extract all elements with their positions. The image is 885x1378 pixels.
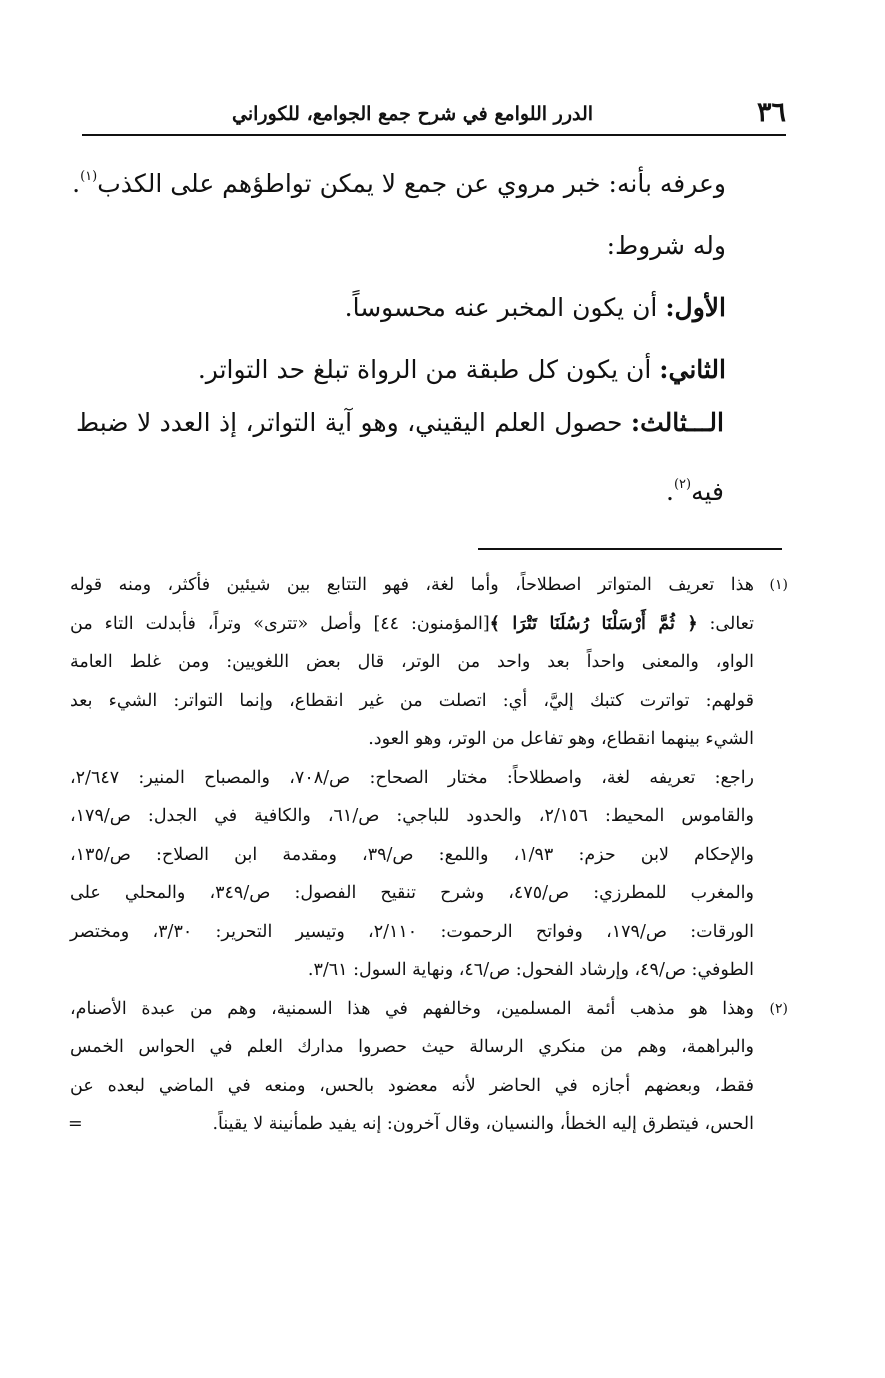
footnote-2-text: وهذا هو مذهب أئمة المسلمين، وخالفهم في هذا السمنية، وهم من عبدة الأصنام، (70, 998, 754, 1019)
footnote-1-line: قولهم: تواترت كتبك إليَّ، أي: اتصلت من غير انقطاع، وإنما التواتر: الشيء بعد (70, 690, 754, 711)
footnote-1-line: الواو، والمعنى واحداً بعد واحد من الوتر، قال بعض اللغويين: ومن غلط العامة (70, 652, 754, 672)
condition-second-label: الثاني: (659, 355, 726, 384)
condition-third-cont-text: فيه (691, 477, 724, 506)
footnote-1-line: الشيء بينهما انقطاع، وهو تفاعل من الوتر، وهو العود. (368, 729, 754, 749)
page-number: ٣٦ (756, 97, 786, 128)
condition-third (76, 392, 724, 523)
condition-third-continuation (76, 454, 724, 523)
footnote-1-ref-line: الورقات: ص/١٧٩، وفواتح الرحموت: ٢/١١٠، وتيسير التحرير: ٣/٣٠، ومختصر (70, 921, 755, 942)
page-header (82, 94, 786, 136)
condition-third-text: حصول العلم اليقيني، وهو آية التواتر، إذ العدد لا ضبط (76, 408, 631, 437)
footnote-1-ref-line: الطوفي: ص/٤٩، وإرشاد الفحول: ص/٤٦، ونهاية السول: ٣/٦١. (307, 960, 754, 980)
condition-first-label: الأول: (665, 293, 726, 322)
condition-third-end: . (666, 477, 674, 506)
footnote-1-ref-line: والقاموس المحيط: ٢/١٥٦، والحدود للباجي: ص/٦١، والكافية في الجدل: ص/١٧٩، (70, 806, 754, 826)
footnote-2-text-last: الحس، فيتطرق إليه الخطأ، والنسيان، وقال آخرون: إنه يفيد طمأنينة لا يقيناً. (212, 1114, 754, 1134)
running-title: الدرر اللوامع في شرح جمع الجوامع، للكوراني (232, 103, 594, 125)
footnote-2-line (70, 1105, 788, 1144)
continuation-mark: = (68, 1114, 83, 1134)
footnote-1-quran-suffix: [المؤمنون: ٤٤] وأصل «تترى» وتراً، فأبدلت التاء من (70, 613, 490, 634)
condition-third-line (76, 392, 724, 454)
footnote-1-line (70, 566, 788, 605)
footnote-separator (478, 548, 782, 550)
footnote-1-text: هذا تعريف المتواتر اصطلاحاً، وأما لغة، فهو التتابع بين شيئين فأكثر، ومنه قوله (70, 575, 754, 595)
footnote-1-ref-line: راجع: تعريفه لغة، واصطلاحاً: مختار الصحاح: ص/٧٠٨، والمصباح المنير: ٢/٦٤٧، (70, 767, 755, 788)
condition-second-text: أن يكون كل طبقة من الرواة تبلغ حد التواتر. (197, 355, 660, 384)
footnote-1-marker: (١) (769, 577, 788, 593)
footnotes (70, 566, 788, 1144)
footnote-2-marker: (٢) (769, 1000, 788, 1017)
definition-text: وعرفه بأنه: خبر مروي عن جمع لا يمكن تواطؤهم على الكذب (97, 169, 726, 198)
footnote-1-ref-line: والإحكام لابن حزم: ١/٩٣، واللمع: ص/٣٩، ومقدمة ابن الصلاح: ص/١٣٥، (70, 844, 754, 865)
footnote-1-line (70, 605, 788, 644)
footnote-ref-1: (١) (80, 169, 98, 184)
quran-verse: ﴿ ثُمَّ أَرْسَلْنَا رُسُلَنَا تَتْرَا ﴾ (489, 613, 698, 634)
footnote-2-line: فقط، وبعضهم أجازه في الحاضر لأنه معضود بالحس، ومنعه في الماضي لبعده عن (70, 1075, 754, 1096)
condition-first-text: أن يكون المخبر عنه محسوساً. (344, 293, 666, 322)
footnote-ref-2: (٢) (673, 477, 692, 492)
condition-first (86, 277, 726, 339)
footnote-2-line: والبراهمة، وهم من منكري الرسالة حيث حصروا مدارك العلم في الحواس الخمس (70, 1037, 754, 1057)
definition-end: . (72, 169, 81, 198)
footnote-1-quran-prefix: تعالى: (697, 613, 754, 634)
definition-line (72, 146, 726, 215)
conditions-intro: وله شروط: (606, 231, 726, 260)
condition-third-label: الـــثالث: (630, 408, 724, 437)
main-text (72, 146, 726, 401)
footnote-1-ref-line: والمغرب للمطرزي: ص/٤٧٥، وشرح تنقيح الفصول: ص/٣٤٩، والمحلي على (70, 883, 754, 903)
footnote-2-line (70, 990, 788, 1029)
